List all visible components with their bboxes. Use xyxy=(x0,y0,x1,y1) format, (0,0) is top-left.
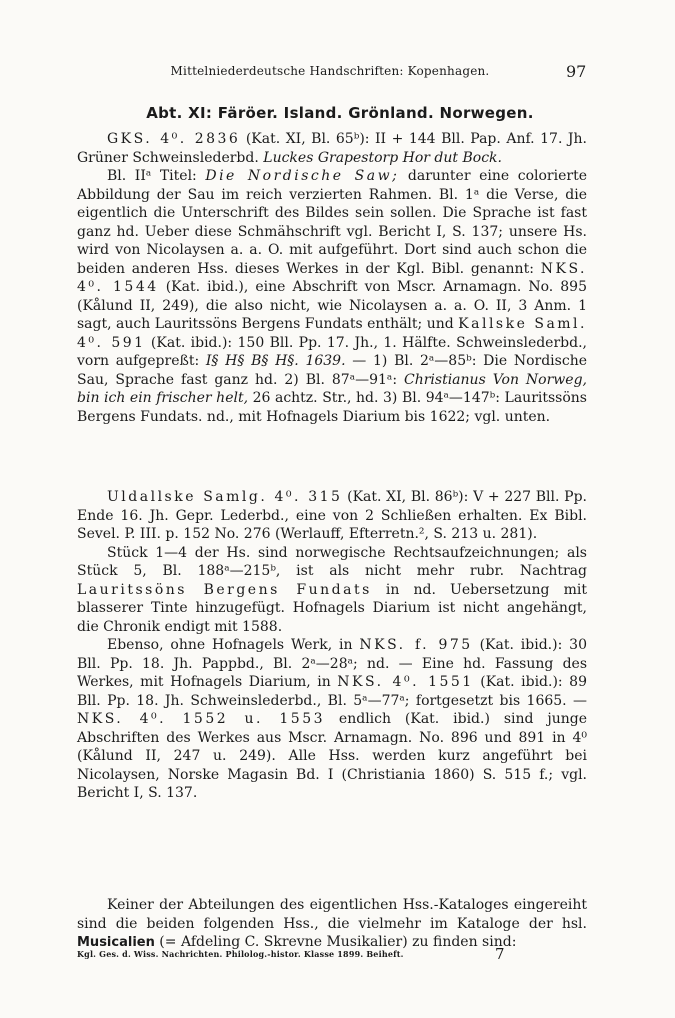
running-title: Mittelniederdeutsche Handschriften: Kopenhagen. xyxy=(170,64,490,78)
entry-notes: Ebenso, ohne Hofnagels Werk, in NKS. f. 975 (Kat. ibid.): 30 Bll. Pp. 18. Jh. Pappbd., Bl. 2ᵃ—28ᵃ; nd. — Eine hd. Fassung des Werkes, mit Hofnagels Diarium, in NKS. 4⁰. 1551 (Kat. ibid.): 89 Bll. Pp. 18. Jh. Schweinslederbd., Bl. 5ᵃ—77ᵃ; fortgesetzt bis 1665. — NKS. 4⁰. 1552 u. 1553 endlich (Kat. ibid.) sind junge Abschriften des Werkes aus Mscr. Arnamagn. No. 896 und 891 in 4⁰ (Kålund II, 247 u. 249). Alle Hss. werden kurz angeführt bei Nicolaysen, Norske Magasin Bd. I (Christiania 1860) S. 515 f.; vgl. Bericht I, S. 137. xyxy=(77,637,587,801)
shelfmark: NKS. 4⁰. 1544 xyxy=(77,260,587,295)
entry-gks-2836 xyxy=(77,130,587,426)
signature-mark: 7 xyxy=(495,945,505,963)
section-heading: Abt. XI: Färöer. Island. Grönland. Norwegen. xyxy=(146,104,534,122)
shelfmark: Kallske Saml. 4⁰. 591 xyxy=(77,316,587,351)
musicalien-heading: Musicalien xyxy=(77,935,155,950)
book-title: Luckes Grapestorp Hor dut Bock. xyxy=(263,149,502,166)
footer-text: Kgl. Ges. d. Wiss. Nachrichten. Philolog.-histor. Klasse 1899. Beiheft. xyxy=(77,949,404,959)
shelfmark: Uldallske Samlg. 4⁰. 315 xyxy=(107,489,343,505)
work-title: Die Nordische Saw; xyxy=(205,168,400,184)
closing-paragraph: Keiner der Abteilungen des eigentlichen Hss.-Kataloges eingereiht sind die beiden folgenden Hss., die vielmehr im Kataloge der hsl. Musicalien (= Afdeling C. Skrevne Musikalier) zu finden sind: xyxy=(77,897,587,950)
entry-description: GKS. 4⁰. 2836 (Kat. XI, Bl. 65ᵇ): II + 144 Bll. Pap. Anf. 17. Jh. Grüner Schweinslederbd. Luckes Grapestorp Hor dut Bock. xyxy=(77,131,587,166)
song-title: Christianus Von Norweg, bin ich ein frischer helt, xyxy=(77,371,587,406)
page-footer xyxy=(77,945,587,965)
entry-notes: Bl. IIᵃ Titel: Die Nordische Saw; darunter eine colorierte Abbildung der Sau im reich verzierten Rahmen. Bl. 1ᵃ die Verse, die eigentlich die Unterschrift des Bildes sein sollen. Die Sprache ist fast ganz hd. Ueber diese Schmähschrift vgl. Bericht I, S. 137; unsere Hs. wird von Nicolaysen a. a. O. mit aufgeführt. Dort sind auch schon die beiden anderen Hss. dieses Werkes in der Kgl. Bibl. genannt: NKS. 4⁰. 1544 (Kat. ibid.), eine Abschrift von Mscr. Arnamagn. No. 895 (Kålund II, 249), die also nicht, wie Nicolaysen a. a. O. II, 3 Anm. 1 sagt, auch Lauritssöns Bergens Fundats enthält; und Kallske Saml. 4⁰. 591 (Kat. ibid.): 150 Bll. Pp. 17. Jh., 1. Hälfte. Schweinslederbd., vorn aufgepreßt: I§ H§ B§ H§. 1639. — 1) Bl. 2ᵃ—85ᵇ: Die Nordische Sau, Sprache fast ganz hd. 2) Bl. 87ᵃ—91ᵃ: Christianus Von Norweg, bin ich ein frischer helt, 26 achtz. Str., hd. 3) Bl. 94ᵃ—147ᵇ: Lauritssöns Bergens Fundats. nd., mit Hofnagels Diarium bis 1622; vgl. unten. xyxy=(77,168,587,425)
entry-notes: Stück 1—4 der Hs. sind norwegische Rechtsaufzeichnungen; als Stück 5, Bl. 188ᵃ—215ᵇ, ist als nicht mehr rubr. Nachtrag Lauritssöns Bergens Fundats in nd. Uebersetzung mit blasserer Tinte hinzugefügt. Hofnagels Diarium ist nicht angehängt, die Chronik endigt mit 1588. xyxy=(77,544,588,635)
shelfmark: NKS. f. 975 xyxy=(359,637,473,653)
shelfmark: GKS. 4⁰. 2836 xyxy=(107,131,241,147)
page-number: 97 xyxy=(566,62,587,81)
page-header xyxy=(0,62,675,82)
binding-stamp: I§ H§ B§ H§. 1639. xyxy=(205,353,346,369)
work-title: Lauritssöns Bergens Fundats xyxy=(77,581,372,598)
entry-description: Uldallske Samlg. 4⁰. 315 (Kat. XI, Bl. 86ᵇ): V + 227 Bll. Pp. Ende 16. Jh. Gepr. Lederbd., eine von 2 Schließen erhalten. Ex Bibl. Sevel. P. III. p. 152 No. 276 (Werlauff, Efterretn.², S. 213 u. 281). xyxy=(77,489,587,542)
shelfmark: NKS. 4⁰. 1552 u. 1553 xyxy=(77,711,326,727)
shelfmark: NKS. 4⁰. 1551 xyxy=(337,674,474,690)
entry-uldallske-315 xyxy=(77,488,587,803)
